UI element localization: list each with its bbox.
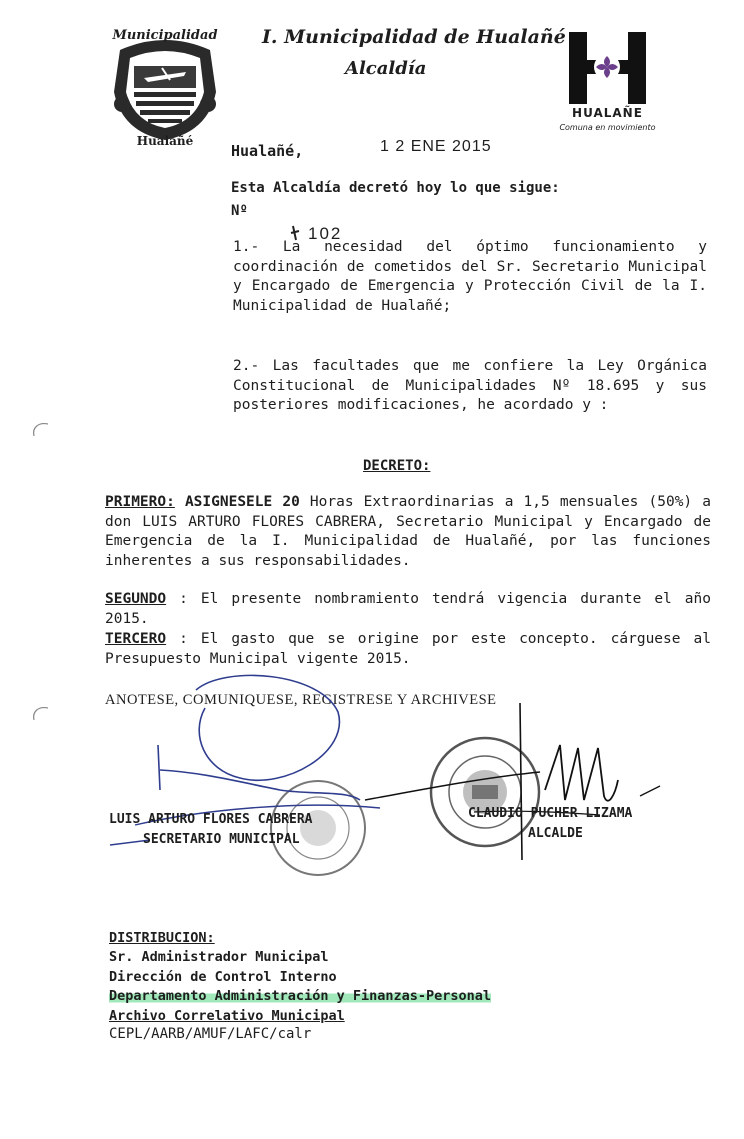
punch-hole-icon bbox=[28, 704, 50, 724]
distribution-item-underlined: Archivo Correlativo Municipal bbox=[109, 1007, 345, 1024]
article-second-label: SEGUNDO bbox=[105, 591, 167, 607]
punch-hole-icon bbox=[28, 420, 50, 440]
logo-name: HUALAÑE bbox=[572, 106, 643, 120]
distribution-item: Sr. Administrador Municipal bbox=[109, 949, 329, 965]
intro-line: Esta Alcaldía decretó hoy lo que sigue: bbox=[231, 180, 560, 196]
decree-title: DECRETO: bbox=[363, 458, 431, 474]
hualane-h-logo-icon bbox=[565, 30, 650, 108]
article-second bbox=[105, 590, 711, 629]
mayor-stamp-seal-icon bbox=[428, 735, 543, 850]
municipal-seal bbox=[100, 22, 230, 152]
mayor-name: CLAUDIO PUCHER LIZAMA bbox=[468, 806, 633, 821]
decree-number-value: 102 bbox=[308, 224, 343, 243]
mayor-stamp bbox=[428, 735, 543, 850]
date-stamp: 1 2 ENE 2015 bbox=[380, 138, 492, 155]
secretary-stamp bbox=[268, 778, 368, 878]
distribution-item: Dirección de Control Interno bbox=[109, 968, 337, 985]
closing-formula: ANOTESE, COMUNIQUESE, REGISTRESE Y ARCHIVESE bbox=[105, 692, 497, 708]
place-label: Hualañé, bbox=[231, 142, 304, 160]
seal-top-text: Municipalidad bbox=[112, 28, 218, 43]
distribution-item-highlight: Departamento Administración y Finanzas-Personal bbox=[109, 988, 492, 1004]
article-second-text: : El presente nombramiento tendrá vigencia durante el año 2015. bbox=[105, 591, 711, 627]
mayor-title: ALCALDE bbox=[528, 826, 583, 841]
distribution-title: DISTRIBUCION: bbox=[109, 930, 215, 946]
secretary-stamp-seal-icon bbox=[268, 778, 368, 878]
seal-bottom-text: Hualañé bbox=[136, 134, 194, 148]
article-first-text: Horas Extraordinarias a 1,5 mensuales (50%) a don LUIS ARTURO FLORES CABRERA, Secretario Municipal y Encargado de Emergencia de la I. Municipalidad de Hualañé, por las funciones inherentes a sus responsabilidades. bbox=[105, 494, 711, 569]
decree-number-label: Nº bbox=[231, 203, 248, 219]
secretary-title: SECRETARIO MUNICIPAL bbox=[143, 832, 300, 847]
article-first bbox=[105, 493, 711, 571]
author-initials: CEPL/AARB/AMUF/LAFC/calr bbox=[109, 1026, 312, 1042]
article-third-text: : El gasto que se origine por este concepto. cárguese al Presupuesto Municipal vigente 2015. bbox=[105, 631, 711, 667]
article-third bbox=[105, 630, 711, 669]
article-first-emphasis: ASIGNESELE 20 bbox=[184, 494, 300, 510]
article-third-label: TERCERO bbox=[105, 631, 167, 647]
logo-tagline: Comuna en movimiento bbox=[559, 123, 656, 132]
header-title: I. Municipalidad de Hualañé bbox=[262, 26, 566, 48]
distribution-list bbox=[109, 948, 491, 1026]
consideration-1: 1.- La necesidad del óptimo funcionamiento y coordinación de cometidos del Sr. Secretario Municipal y Encargado de Emergencia y Protección Civil de la I. Municipalidad de Hualañé; bbox=[233, 239, 707, 314]
distribution-item bbox=[109, 1007, 491, 1027]
article-first-label: PRIMERO: bbox=[105, 494, 175, 510]
header-subtitle: Alcaldía bbox=[345, 58, 427, 79]
secretary-name: LUIS ARTURO FLORES CABRERA bbox=[109, 812, 313, 827]
consideration-2: 2.- Las facultades que me confiere la Ley Orgánica Constitucional de Municipalidades Nº 18.695 y sus posteriores modificaciones, he acordado y : bbox=[233, 358, 707, 413]
distribution-item-highlighted bbox=[109, 987, 491, 1007]
